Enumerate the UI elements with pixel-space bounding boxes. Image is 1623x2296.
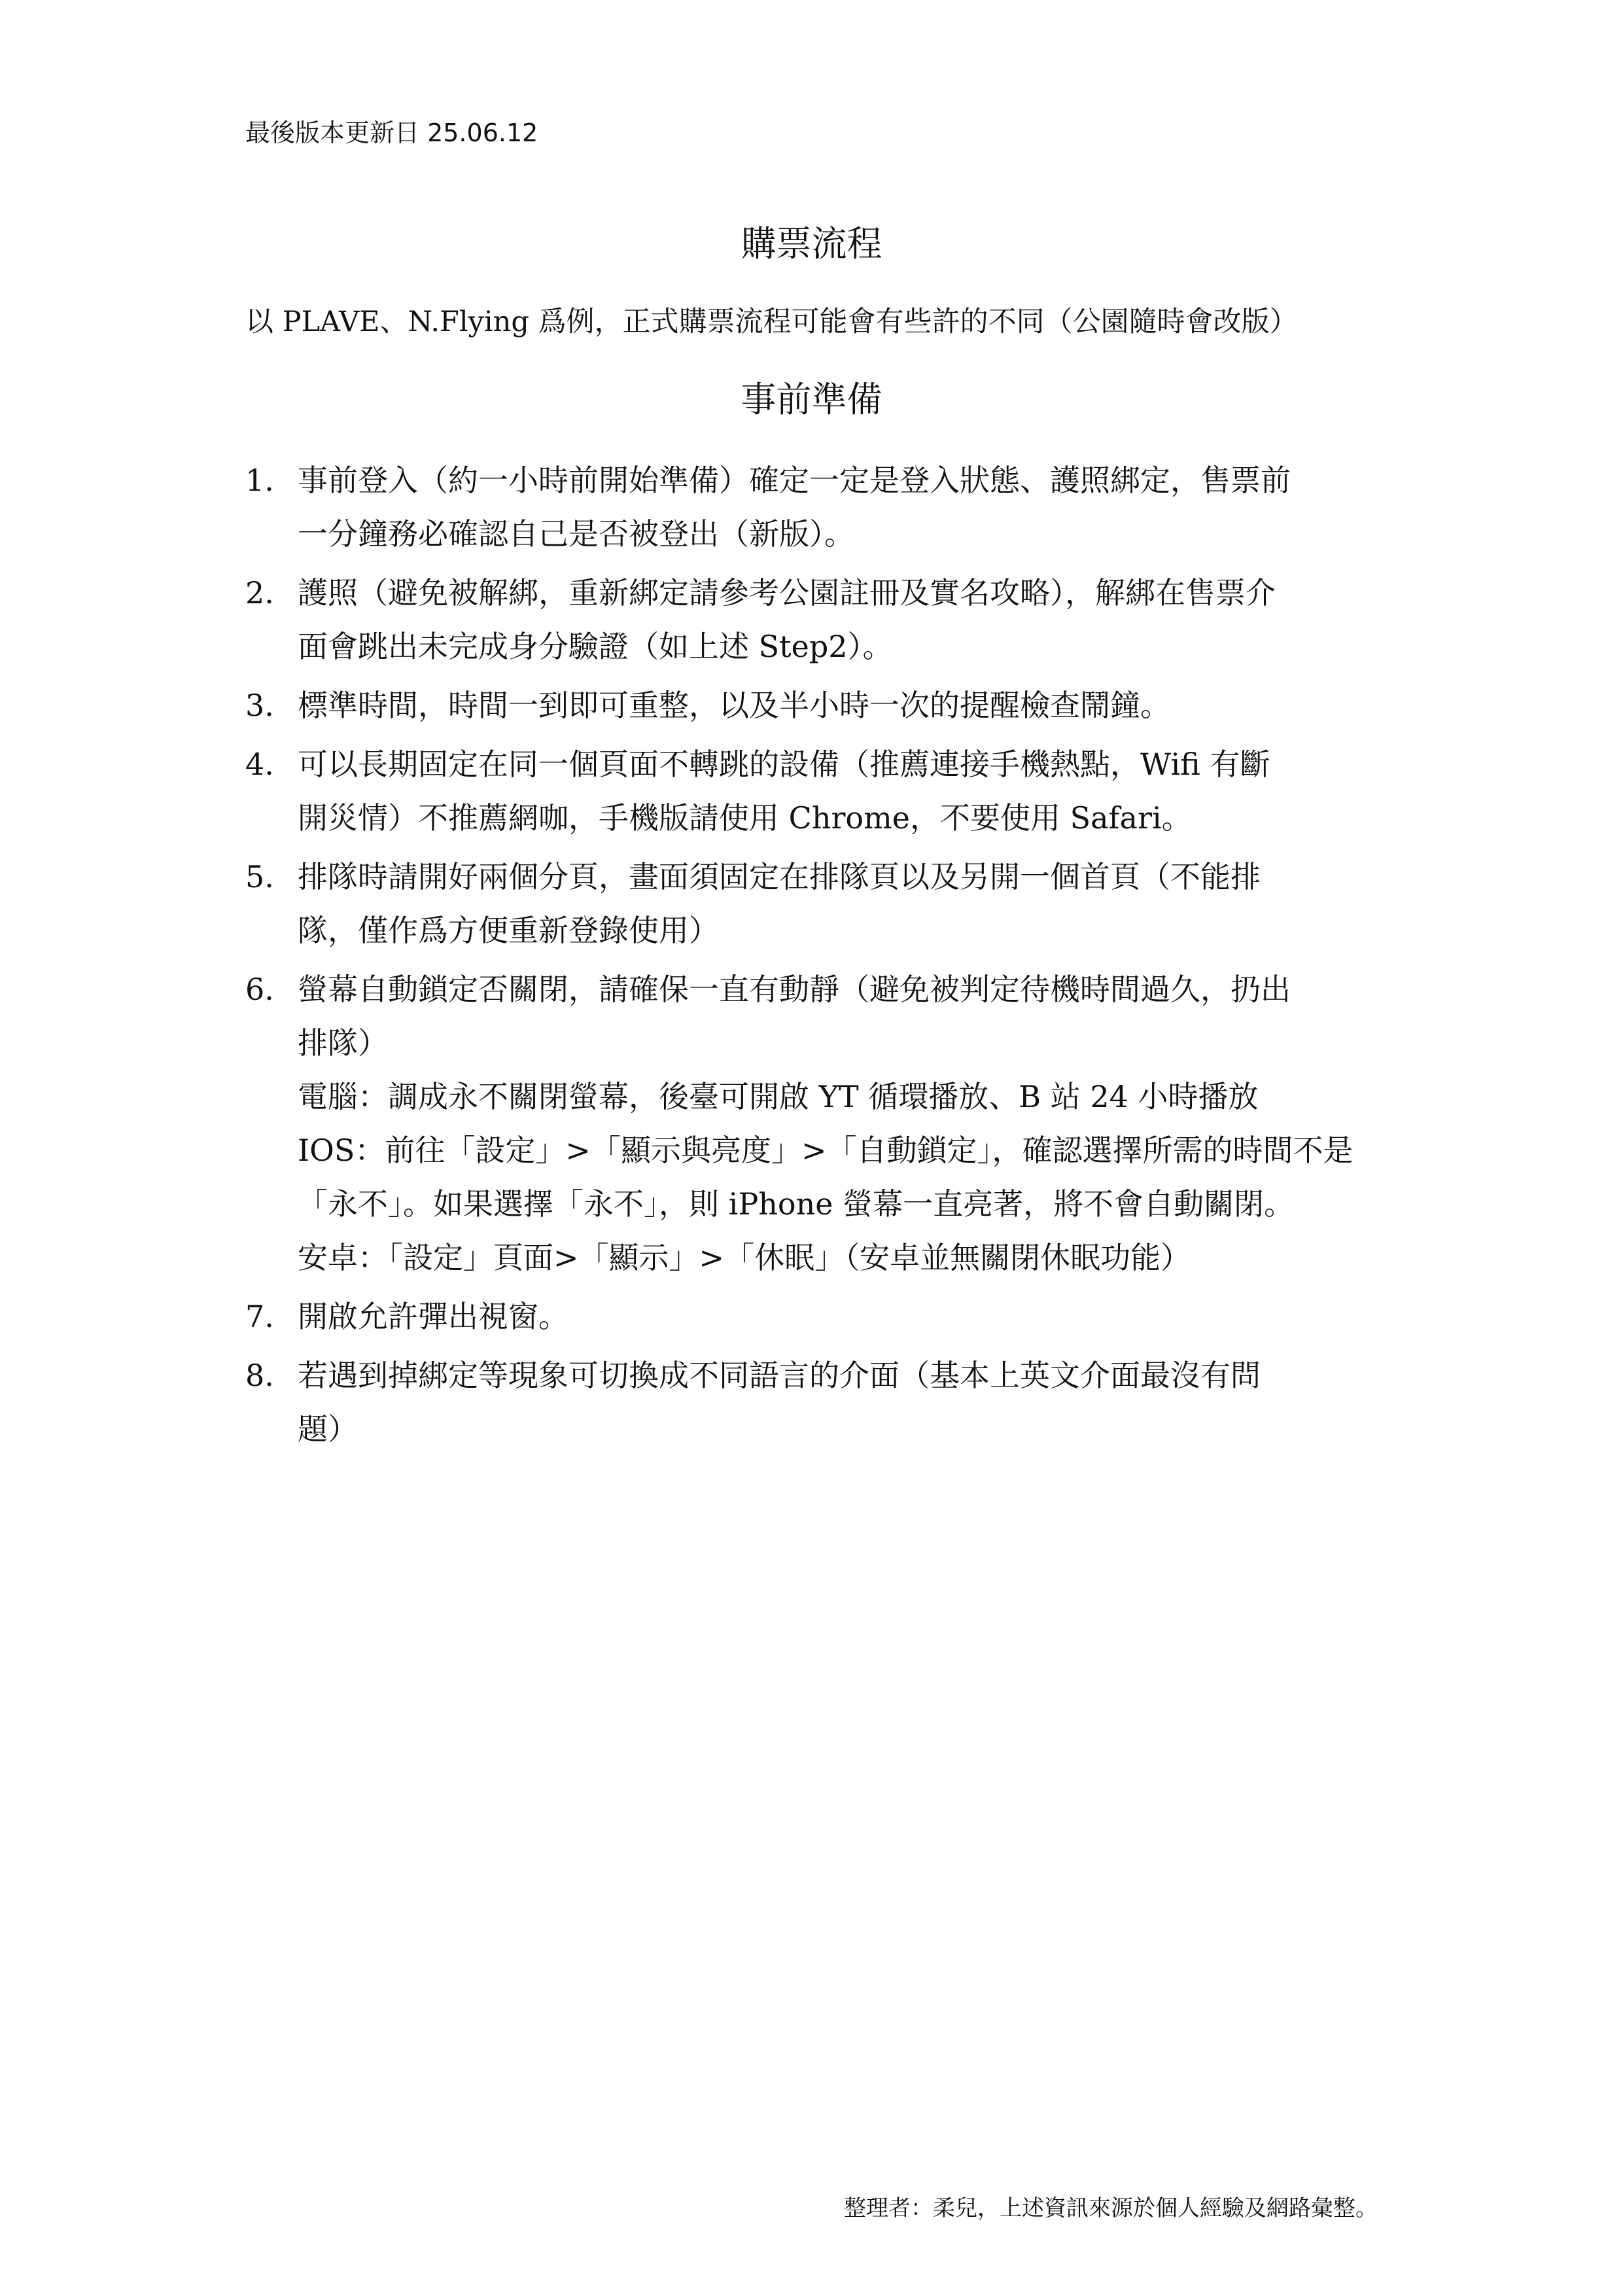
step-text-line: 一分鐘務必確認自己是否被登出（新版）。 — [298, 516, 854, 552]
step-sub-note-pc: 電腦：調成永不關閉螢幕，後臺可開啟 YT 循環播放、B 站 24 小時播放 — [298, 1079, 1259, 1114]
step-number: 3. — [245, 688, 274, 723]
step-sub-note-ios: IOS：前往「設定」>「顯示與亮度」>「自動鎖定」，確認選擇所需的時間不是 — [298, 1133, 1353, 1168]
page-title: 購票流程 — [741, 223, 882, 264]
step-text-line: 題） — [298, 1411, 358, 1447]
step-text-line: 排隊時請開好兩個分頁，畫面須固定在排隊頁以及另開一個首頁（不能排 — [298, 859, 1261, 894]
step-number: 8. — [245, 1358, 274, 1393]
step-text-line: 螢幕自動鎖定否關閉，請確保一直有動靜（避免被判定待機時間過久，扔出 — [298, 972, 1291, 1007]
step-item-3 — [245, 679, 1390, 732]
step-text-line: 開災情）不推薦網咖，手機版請使用 Chrome，不要使用 Safari。 — [298, 800, 1192, 836]
step-text-line: 面會跳出未完成身分驗證（如上述 Step2）。 — [298, 629, 893, 664]
intro-text: 以 PLAVE、N.Flying 爲例，正式購票流程可能會有些許的不同（公園隨時會改版） — [245, 306, 1298, 338]
step-sub-note-ios: 「永不」。如果選擇「永不」，則 iPhone 螢幕一直亮著，將不會自動關閉。 — [298, 1186, 1295, 1222]
step-item-2 — [245, 566, 1390, 673]
step-item-4 — [245, 737, 1390, 845]
step-number: 7. — [245, 1299, 274, 1334]
step-text-line: 隊，僅作爲方便重新登錄使用） — [298, 913, 719, 948]
last-updated-date: 最後版本更新日 25.06.12 — [245, 118, 538, 147]
step-item-1 — [245, 453, 1390, 561]
step-item-8 — [245, 1349, 1390, 1456]
step-item-5 — [245, 850, 1390, 957]
step-number: 2. — [245, 575, 274, 610]
step-number: 5. — [245, 859, 274, 894]
step-text-line: 開啟允許彈出視窗。 — [298, 1299, 568, 1334]
section-title: 事前準備 — [741, 379, 882, 420]
step-text-line: 標準時間，時間一到即可重整，以及半小時一次的提醒檢查鬧鐘。 — [298, 688, 1170, 723]
step-number: 4. — [245, 747, 274, 782]
step-text-line: 排隊） — [298, 1025, 388, 1061]
step-number: 6. — [245, 972, 274, 1007]
footer-credit-note: 整理者：柔兒，上述資訊來源於個人經驗及網路彙整。 — [844, 2195, 1378, 2221]
step-item-7 — [245, 1290, 1390, 1343]
step-item-6 — [245, 963, 1390, 1284]
step-sub-note-android: 安卓：「設定」頁面>「顯示」>「休眠」（安卓並無關閉休眠功能） — [298, 1240, 1191, 1275]
preparation-steps-list — [245, 453, 1390, 1461]
step-number: 1. — [245, 463, 274, 498]
step-text-line: 可以長期固定在同一個頁面不轉跳的設備（推薦連接手機熱點，Wifi 有斷 — [298, 747, 1270, 782]
step-text-line: 若遇到掉綁定等現象可切換成不同語言的介面（基本上英文介面最沒有問 — [298, 1358, 1261, 1393]
step-text-line: 護照（避免被解綁，重新綁定請參考公園註冊及實名攻略），解綁在售票介 — [298, 575, 1276, 610]
step-text-line: 事前登入（約一小時前開始準備）確定一定是登入狀態、護照綁定，售票前 — [298, 463, 1291, 498]
